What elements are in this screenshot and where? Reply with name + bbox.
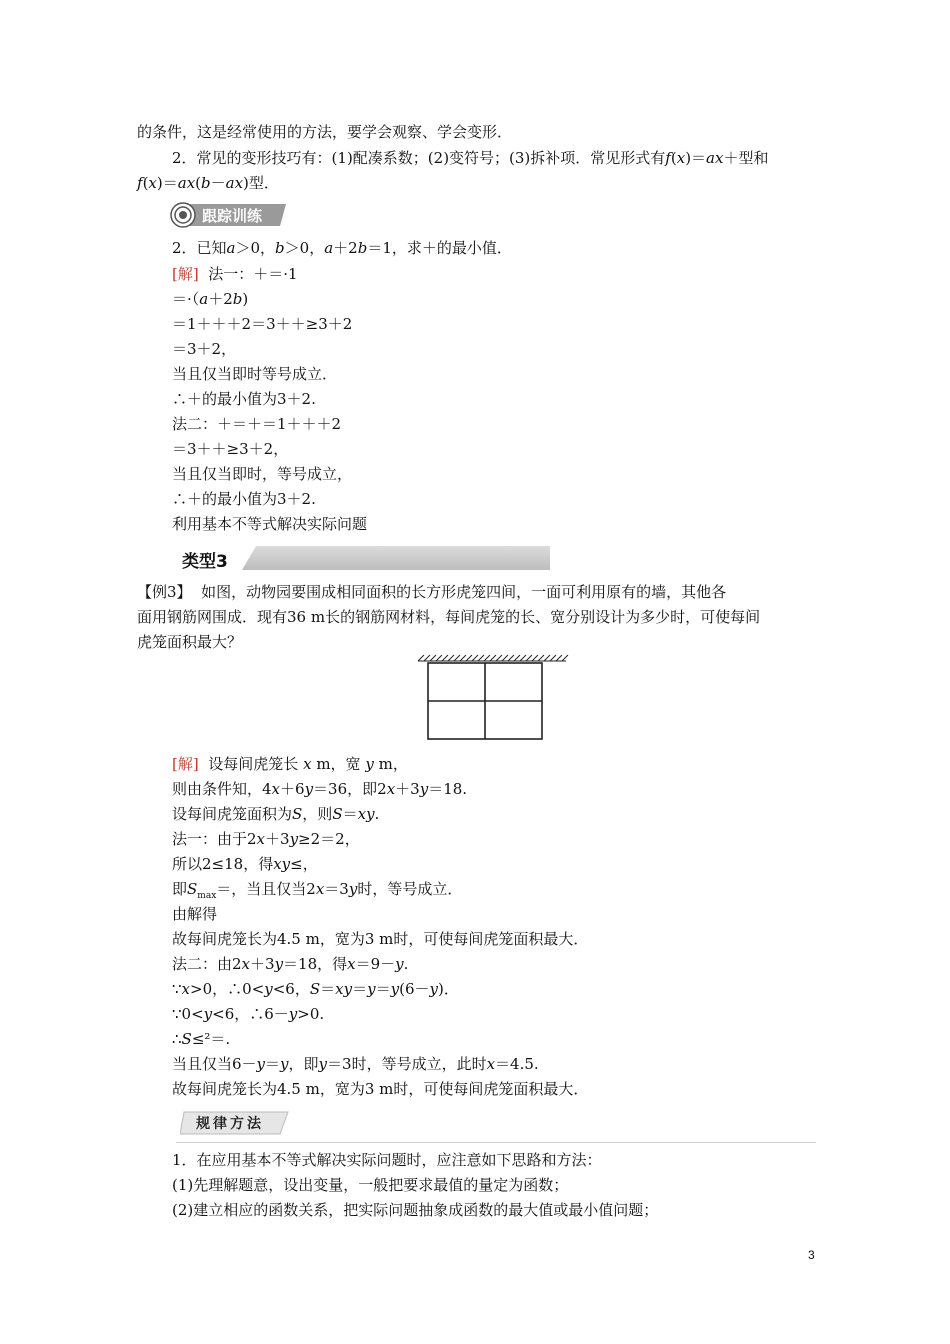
solution-line-8: 故每间虎笼长为4.5 m，宽为3 m时，可使每间虎笼面积最大．	[172, 930, 589, 948]
track-step-3: ＝1＋＋＋2＝3＋＋≥3＋2	[172, 315, 353, 333]
solution-line-2: 则由条件知，4x＋6y＝36，即2x＋3y＝18.	[172, 780, 468, 798]
solution-tag-2: [解]	[172, 755, 199, 773]
wall-hatch	[418, 655, 568, 661]
solution-line-3: 设每间虎笼面积为S，则S＝xy.	[172, 805, 380, 823]
solution-line-4: 法一：由于2x＋3y≥2＝2，	[172, 830, 360, 848]
page-number: 3	[808, 1248, 815, 1262]
track-step-5: 当且仅当即时等号成立．	[172, 365, 338, 383]
solution-line-5: 所以2≤18，得xy≤，	[172, 855, 318, 873]
intro-line-1: 的条件，这是经常使用的方法，要学会观察、学会变形．	[137, 123, 513, 141]
track-banner-label: 跟踪训练	[202, 207, 263, 225]
track-step-2: ＝·（a＋2b)	[172, 290, 249, 308]
example3-line-1: 【例3】 如图，动物园要围成相同面积的长方形虎笼四间，一面可利用原有的墙，其他各	[137, 583, 727, 601]
track-step-8: ＝3＋＋≥3＋2，	[172, 440, 289, 458]
solution-line-7: 由解得	[172, 905, 218, 923]
method-banner	[176, 1110, 816, 1144]
solution-line-11: ∵0<y<6，∴6－y>0.	[172, 1005, 325, 1023]
track-step-7: 法二：＋＝＋＝1＋＋＋2	[172, 415, 342, 433]
solution-line-13: 当且仅当6－y＝y，即y＝3时，等号成立，此时x＝4.5.	[172, 1055, 539, 1073]
track-step-9: 当且仅当即时，等号成立，	[172, 465, 353, 483]
solution-line-9: 法二：由2x＋3y＝18，得x＝9－y.	[172, 955, 409, 973]
track-step-1: [解] 法一：＋＝·1	[172, 265, 298, 283]
example3-line-3: 虎笼面积最大？	[137, 633, 243, 651]
intro-line-2: 2．常见的变形技巧有：(1)配凑系数；(2)变符号；(3)拆补项．常见形式有f(x)＝ax＋型和	[172, 149, 769, 167]
method-line-3: (2)建立相应的函数关系，把实际问题抽象成函数的最大值或最小值问题；	[172, 1201, 659, 1219]
example3-tag: 【例3】	[137, 583, 192, 601]
track-training-banner	[170, 202, 286, 228]
method-line-1: 1．在应用基本不等式解决实际问题时，应注意如下思路和方法：	[172, 1151, 602, 1169]
solution-line-12: ∴S≤²＝.	[172, 1030, 231, 1048]
intro-line-3: f(x)＝ax(b－ax)型．	[137, 174, 279, 192]
solution-line-10: ∵x>0，∴0<y<6，S＝xy＝y＝y(6－y)．	[172, 980, 459, 998]
method-banner-underline	[176, 1142, 816, 1143]
track-step-4: ＝3＋2，	[172, 340, 237, 358]
type3-banner-label: 类型3	[182, 552, 228, 572]
solution-line-1: [解] 设每间虎笼长 x m，宽 y m，	[172, 755, 408, 773]
tiger-cage-figure	[414, 654, 572, 744]
type3-banner	[170, 546, 550, 570]
section-heading: 利用基本不等式解决实际问题	[172, 515, 368, 533]
track-step-10: ∴＋的最小值为3＋2.	[172, 490, 316, 508]
method-line-2: (1)先理解题意，设出变量，一般把要求最值的量定为函数；	[172, 1176, 569, 1194]
track-step-6: ∴＋的最小值为3＋2.	[172, 390, 316, 408]
track-question: 2．已知a＞0，b＞0，a＋2b＝1，求＋的最小值．	[172, 239, 512, 257]
solution-line-6: 即$S_{max}=$，当且仅当2x＝3y时，等号成立．	[172, 880, 463, 901]
solution-tag: [解]	[172, 265, 199, 283]
solution-line-14: 故每间虎笼长为4.5 m，宽为3 m时，可使每间虎笼面积最大．	[172, 1080, 589, 1098]
example3-line-2: 面用钢筋网围成．现有36 m长的钢筋网材料，每间虎笼的长、宽分别设计为多少时，可使每间	[137, 608, 761, 626]
method-banner-label: 规律方法	[196, 1116, 264, 1132]
